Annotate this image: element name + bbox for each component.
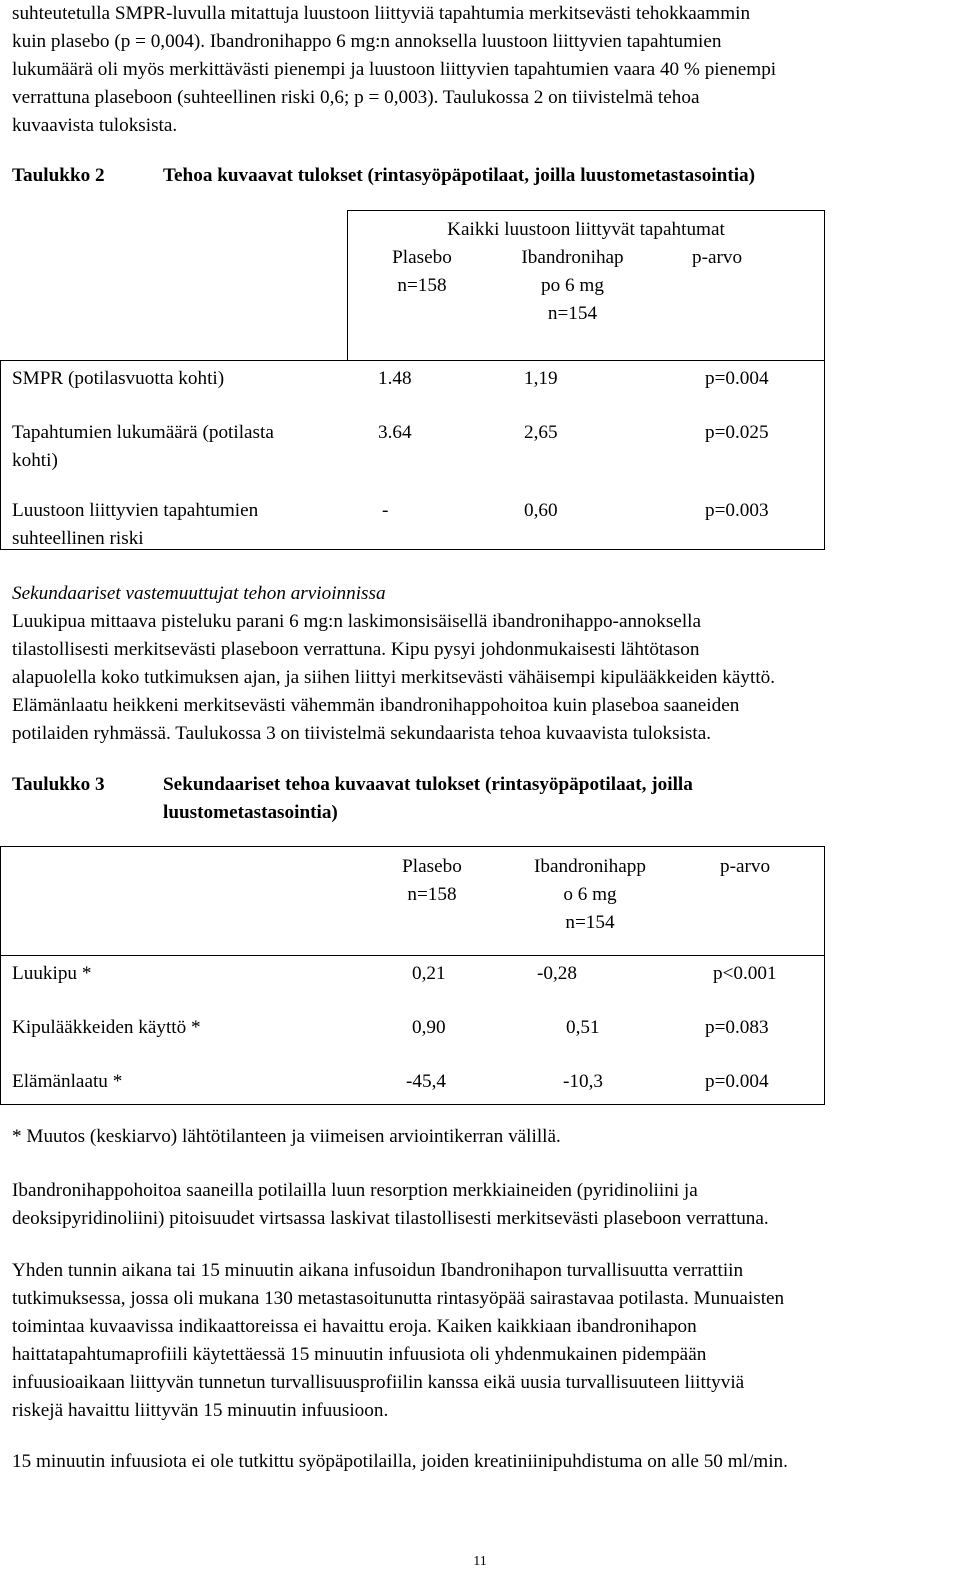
cell-ibandronihappo: 0,51 <box>566 1017 600 1038</box>
row-label: Elämänlaatu * <box>12 1071 123 1092</box>
text-line: infuusioaikaan liittyvän tunnetun turvallisuusprofiilin kanssa eikä uusia turvallisuuteen liittyviä <box>12 1372 745 1393</box>
cell-plasebo: -45,4 <box>406 1071 446 1092</box>
cell-parvo: p=0.003 <box>705 500 769 521</box>
cell-parvo: p<0.001 <box>713 963 777 984</box>
table3-footnote: * Muutos (keskiarvo) lähtötilanteen ja viimeisen arviointikerran välillä. <box>12 1126 561 1147</box>
cell-ibandronihappo: 2,65 <box>524 422 558 443</box>
cell-plasebo: 3.64 <box>378 422 412 443</box>
text-line: Ibandronihappohoitoa saaneilla potilailla luun resorption merkkiaineiden (pyridinoliini ja <box>12 1180 698 1201</box>
row-label: Kipulääkkeiden käyttö * <box>12 1017 201 1038</box>
table2-col-plasebo: Plasebo n=158 <box>392 247 452 296</box>
cell-parvo: p=0.025 <box>705 422 769 443</box>
infusion-paragraph <box>12 1257 957 1425</box>
text-line: Yhden tunnin aikana tai 15 minuutin aikana infusoidun Ibandronihapon turvallisuutta verrattiin <box>12 1260 744 1281</box>
row-label: Tapahtumien lukumäärä (potilasta kohti) <box>12 422 274 471</box>
text-line: haittatapahtumaprofiili käytettäessä 15 minuutin infuusiota oli yhdenmukainen pidempään <box>12 1344 707 1365</box>
text-line: kuvaavista tuloksista. <box>12 115 178 136</box>
text-line: Luukipua mittaava pisteluku parani 6 mg:n laskimonsisäisellä ibandronihappo-annoksella <box>12 611 701 632</box>
resorption-paragraph <box>12 1177 957 1233</box>
cell-ibandronihappo: -10,3 <box>563 1071 603 1092</box>
text-line: verrattuna plaseboon (suhteellinen riski 0,6; p = 0,003). Taulukossa 2 on tiivistelmä tehoa <box>12 87 700 108</box>
row-label: Luukipu * <box>12 963 92 984</box>
table3-col-parvo: p-arvo <box>720 856 771 877</box>
secondary-heading: Sekundaariset vastemuuttujat tehon arvioinnissa <box>12 583 386 604</box>
text-line: Elämänlaatu heikkeni merkitsevästi vähemmän ibandronihappohoitoa kuin plaseboa saaneiden <box>12 695 740 716</box>
page-number: 11 <box>473 1554 487 1569</box>
text-line: alapuolella koko tutkimuksen ajan, ja siihen liittyi merkitsevästi vähäisempi kipulääkkeiden käyttö. <box>12 667 776 688</box>
cell-plasebo: - <box>382 500 389 521</box>
cell-ibandronihappo: 0,60 <box>524 500 558 521</box>
text-line: lukumäärä oli myös merkittävästi pienempi ja luustoon liittyvien tapahtumien vaara 40 % pienempi <box>12 59 777 80</box>
creatinine-paragraph: 15 minuutin infuusiota ei ole tutkittu syöpäpotilailla, joiden kreatiniinipuhdistuma on alle 50 ml/min. <box>12 1451 788 1472</box>
text-line: potilaiden ryhmässä. Taulukossa 3 on tiivistelmä sekundaarista tehoa kuvaavista tuloksista. <box>12 723 712 744</box>
text-line: deoksipyridinoliini) pitoisuudet virtsassa laskivat tilastollisesti merkitsevästi plaseboon verrattuna. <box>12 1208 769 1229</box>
table2-col-parvo: p-arvo <box>692 247 743 268</box>
table3-col-plasebo: Plasebo n=158 <box>402 856 462 905</box>
table3-col-ibandronihappo: Ibandronihapp o 6 mg n=154 <box>534 856 646 933</box>
cell-ibandronihappo: -0,28 <box>537 963 577 984</box>
table2-group-header: Kaikki luustoon liittyvät tapahtumat <box>447 219 725 240</box>
cell-parvo: p=0.004 <box>705 368 769 389</box>
row-label: Luustoon liittyvien tapahtumien suhteellinen riski <box>12 500 259 549</box>
text-line: suhteutetulla SMPR-luvulla mitattuja luustoon liittyviä tapahtumia merkitsevästi tehokkaammin <box>12 3 751 24</box>
cell-ibandronihappo: 1,19 <box>524 368 558 389</box>
table3-title: Sekundaariset tehoa kuvaavat tulokset (rintasyöpäpotilaat, joilla luustometastasointia) <box>163 774 693 823</box>
text-line: kuin plasebo (p = 0,004). Ibandronihappo 6 mg:n annoksella luustoon liittyvien tapahtumien <box>12 31 722 52</box>
text-line: tilastollisesti merkitsevästi plaseboon verrattuna. Kipu pysyi johdonmukaisesti lähtötason <box>12 639 700 660</box>
table2-col-ibandronihappo: Ibandronihap po 6 mg n=154 <box>521 247 624 324</box>
text-line: riskejä havaittu liittyvän 15 minuutin infuusioon. <box>12 1400 389 1421</box>
cell-plasebo: 1.48 <box>378 368 412 389</box>
cell-parvo: p=0.083 <box>705 1017 769 1038</box>
text-line: tutkimuksessa, jossa oli mukana 130 metastasoitunutta rintasyöpää sairastavaa potilasta. Munuaisten <box>12 1288 785 1309</box>
intro-paragraph <box>12 0 957 140</box>
table2-label: Taulukko 2 <box>12 165 105 186</box>
secondary-paragraph <box>12 608 957 748</box>
cell-parvo: p=0.004 <box>705 1071 769 1092</box>
row-label: SMPR (potilasvuotta kohti) <box>12 368 225 389</box>
text-line: toimintaa kuvaavissa indikaattoreissa ei havaittu eroja. Kaiken kaikkiaan ibandronihapon <box>12 1316 697 1337</box>
cell-plasebo: 0,21 <box>412 963 446 984</box>
table2-title: Tehoa kuvaavat tulokset (rintasyöpäpotilaat, joilla luustometastasointia) <box>163 165 756 186</box>
cell-plasebo: 0,90 <box>412 1017 446 1038</box>
table3-label: Taulukko 3 <box>12 774 105 795</box>
